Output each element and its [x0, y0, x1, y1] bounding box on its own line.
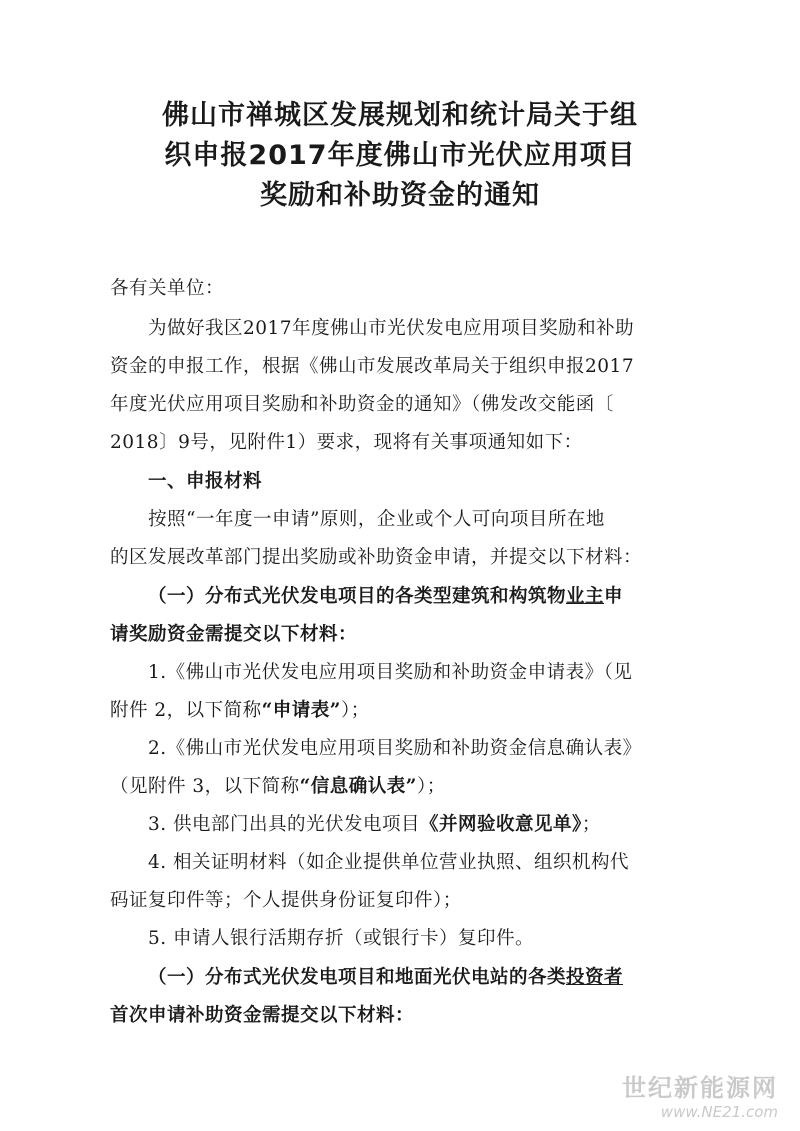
subheading-2-line-2: 首次申请补助资金需提交以下材料： [110, 1005, 415, 1026]
watermark-name: 世纪新能源网 [622, 1074, 778, 1102]
subheading-1-line-1 [148, 584, 748, 610]
item-2-line-2 [110, 774, 710, 800]
title-line-1: 佛山市禅城区发展规划和统计局关于组 [162, 100, 638, 131]
item-4-line-2: 码证复印件等；个人提供身份证复印件）； [110, 890, 462, 911]
subheading-1-text-b: 申 [604, 586, 624, 607]
item-3 [148, 812, 748, 838]
item-3-text-a: 3. 供电部门出具的光伏发电项目 [148, 814, 421, 835]
watermark [622, 1073, 778, 1121]
subheading-1-underlined: 业主 [566, 586, 605, 607]
paragraph-2-line-1: 按照“一年度一申请”原则，企业或个人可向项目所在地 [148, 509, 605, 530]
item-2-text-c: ）； [416, 776, 446, 797]
item-1-bold: “申请表” [261, 700, 341, 721]
paragraph-1-line-3: 年度光伏应用项目奖励和补助资金的通知》（佛发改交能函〔 [110, 394, 614, 415]
title-line-3: 奖励和补助资金的通知 [260, 180, 540, 211]
subheading-2-text-a: （一）分布式光伏发电项目和地面光伏电站的各类 [148, 967, 567, 988]
subheading-2-underlined: 投资者 [566, 967, 624, 988]
item-1-line-1: 1.《佛山市光伏发电应用项目奖励和补助资金申请表》（见 [148, 662, 633, 683]
subheading-1-line-2: 请奖励资金需提交以下材料： [110, 624, 358, 645]
title-line-2: 织申报2017年度佛山市光伏应用项目 [164, 140, 636, 171]
section-heading-1: 一、申报材料 [148, 471, 263, 492]
item-2-text-a: （见附件 3，以下简称 [110, 776, 300, 797]
item-3-bold: 《并网验收意见单》 [420, 814, 582, 835]
paragraph-2-line-2: 的区发展改革部门提出奖励或补助资金申请，并提交以下材料： [110, 547, 643, 568]
item-1-text-c: ）； [340, 700, 370, 721]
item-2-line-1: 2.《佛山市光伏发电应用项目奖励和补助资金信息确认表》 [148, 738, 642, 759]
item-4-line-1: 4. 相关证明材料（如企业提供单位营业执照、组织机构代 [148, 852, 630, 873]
paragraph-1-line-4: 2018〕9号，见附件1）要求，现将有关事项通知如下： [110, 432, 583, 453]
item-1-line-2 [110, 698, 710, 724]
watermark-url: www.NE21.com [660, 1103, 778, 1121]
paragraph-1-line-1: 为做好我区2017年度佛山市光伏发电应用项目奖励和补助 [148, 318, 635, 339]
item-3-text-c: ； [581, 814, 601, 835]
item-1-text-a: 附件 2，以下简称 [110, 700, 262, 721]
salutation: 各有关单位： [110, 278, 225, 299]
paragraph-1-line-2: 资金的申报工作，根据《佛山市发展改革局关于组织申报2017 [110, 356, 635, 377]
item-2-bold: “信息确认表” [299, 776, 417, 797]
item-5: 5. 申请人银行活期存折（或银行卡）复印件。 [148, 928, 535, 949]
subheading-2-line-1 [148, 965, 748, 991]
subheading-1-text-a: （一）分布式光伏发电项目的各类型建筑和构筑物 [148, 586, 567, 607]
